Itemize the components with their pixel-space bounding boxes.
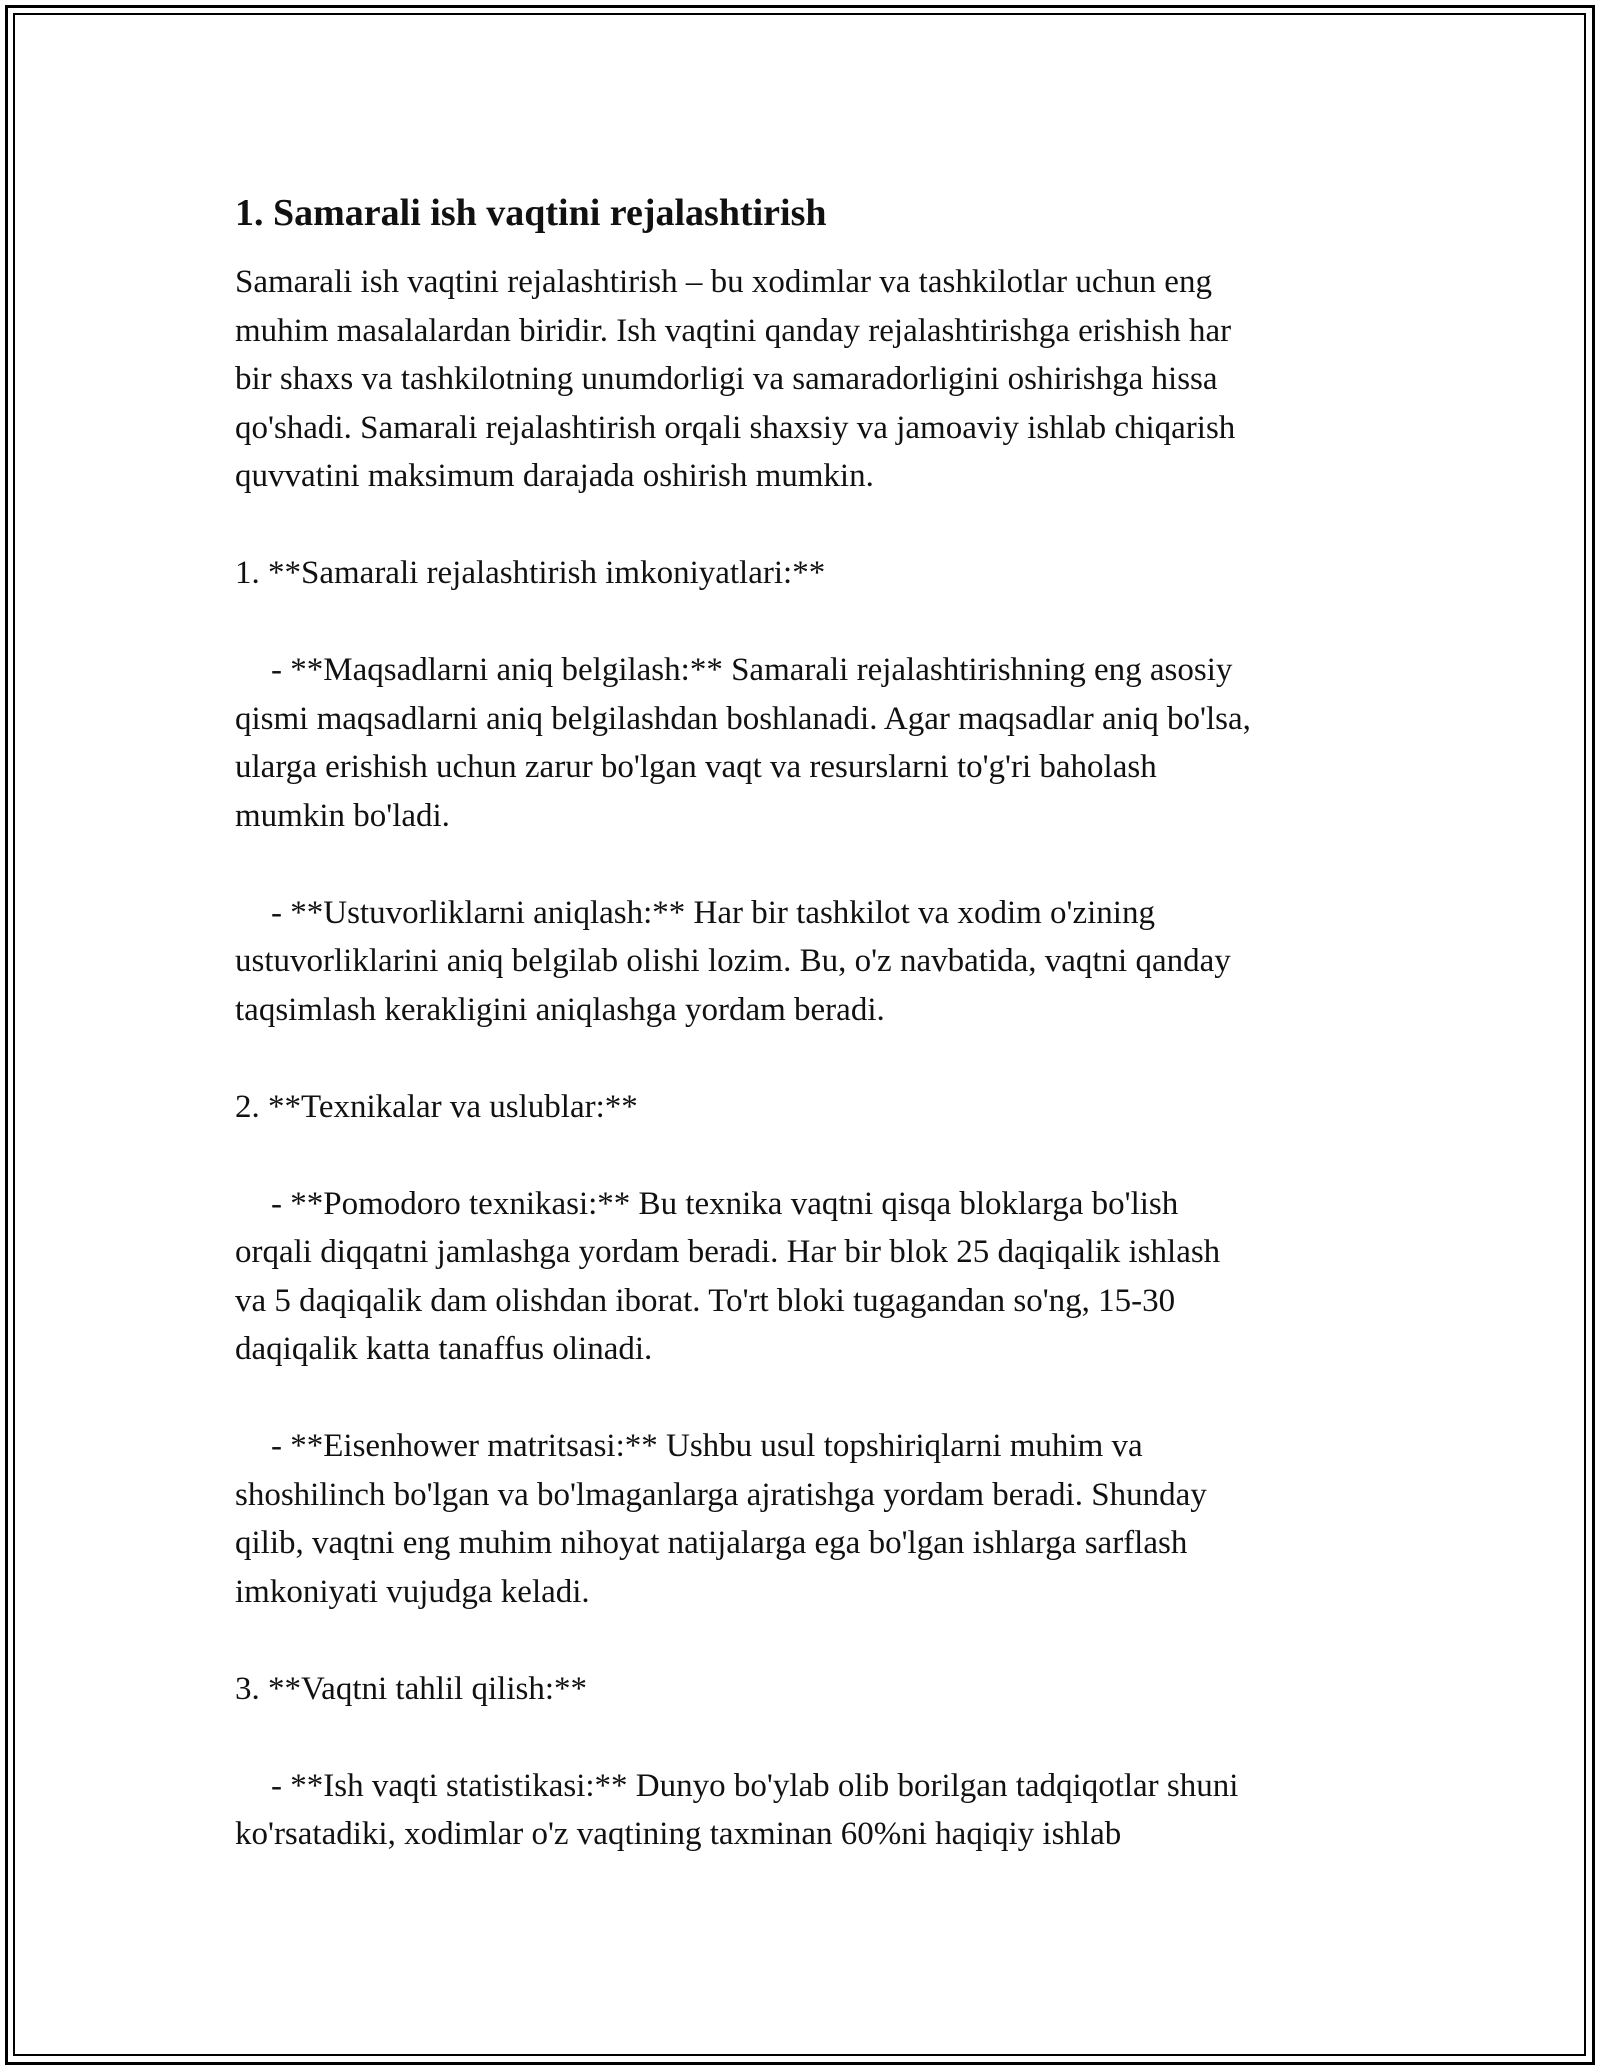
section2-item1-line: orqali diqqatni jamlashga yordam beradi. Har bir blok 25 daqiqalik ishlash <box>235 1234 1221 1270</box>
section1-item1-line: - **Maqsadlarni aniq belgilash:** Samarali rejalashtirishning eng asosiy <box>271 652 1233 688</box>
intro-line: muhim masalalardan biridir. Ish vaqtini qanday rejalashtirishga erishish har <box>235 312 1232 349</box>
section1-item2-line: ustuvorliklarini aniq belgilab olishi lozim. Bu, o'z navbatida, vaqtni qanday <box>235 943 1231 979</box>
document-title: 1. Samarali ish vaqtini rejalashtirish <box>235 192 827 234</box>
section1-item2-line: taqsimlash kerakligini aniqlashga yordam beradi. <box>235 991 885 1028</box>
section2-item2-line: qilib, vaqtni eng muhim nihoyat natijalarga ega bo'lgan ishlarga sarflash <box>235 1525 1188 1561</box>
paragraph-gap <box>235 840 1375 889</box>
intro-line: bir shaxs va tashkilotning unumdorligi va samaradorligini oshirishga hissa <box>235 361 1218 397</box>
intro-line: Samarali ish vaqtini rejalashtirish – bu xodimlar va tashkilotlar uchun eng <box>235 264 1212 300</box>
section1-item2-line: - **Ustuvorliklarni aniqlash:** Har bir tashkilot va xodim o'zining <box>271 894 1155 931</box>
section2-item1-line: va 5 daqiqalik dam olishdan iborat. To'rt bloki tugagandan so'ng, 15-30 <box>235 1282 1176 1319</box>
section2-item2-line: shoshilinch bo'lgan va bo'lmaganlarga ajratishga yordam beradi. Shunday <box>235 1476 1207 1513</box>
section2-item1-line: daqiqalik katta tanaffus olinadi. <box>235 1331 653 1367</box>
section3-item1-line: ko'rsatadiki, xodimlar o'z vaqtining taxminan 60%ni haqiqiy ishlab <box>235 1816 1122 1852</box>
paragraph-gap <box>235 1131 1375 1180</box>
document-body <box>235 186 1375 1859</box>
paragraph-gap <box>235 1713 1375 1762</box>
intro-line: qo'shadi. Samarali rejalashtirish orqali shaxsiy va jamoaviy ishlab chiqarish <box>235 409 1236 446</box>
intro-line: quvvatini maksimum darajada oshirish mumkin. <box>235 458 874 494</box>
section1-item1-line: qismi maqsadlarni aniq belgilashdan boshlanadi. Agar maqsadlar aniq bo'lsa, <box>235 700 1251 737</box>
paragraph-gap <box>235 501 1375 550</box>
section1-item1-line: mumkin bo'ladi. <box>235 797 450 834</box>
section-heading-3: 3. **Vaqtni tahlil qilish:** <box>235 1670 587 1707</box>
section-heading-1: 1. **Samarali rejalashtirish imkoniyatlari:** <box>235 555 826 591</box>
section1-item1-line: ularga erishish uchun zarur bo'lgan vaqt va resurslarni to'g'ri baholash <box>235 749 1157 785</box>
paragraph-gap <box>235 598 1375 647</box>
section2-item1-line: - **Pomodoro texnikasi:** Bu texnika vaqtni qisqa bloklarga bo'lish <box>271 1185 1179 1222</box>
intro-paragraph <box>235 258 1375 1859</box>
paragraph-gap <box>235 1374 1375 1423</box>
paragraph-gap <box>235 1616 1375 1665</box>
section-heading-2: 2. **Texnikalar va uslublar:** <box>235 1088 638 1125</box>
section3-item1-line: - **Ish vaqti statistikasi:** Dunyo bo'ylab olib borilgan tadqiqotlar shuni <box>271 1767 1239 1804</box>
section2-item2-line: - **Eisenhower matritsasi:** Ushbu usul topshiriqlarni muhim va <box>271 1428 1143 1464</box>
paragraph-gap <box>235 1034 1375 1083</box>
section2-item2-line: imkoniyati vujudga keladi. <box>235 1573 590 1610</box>
